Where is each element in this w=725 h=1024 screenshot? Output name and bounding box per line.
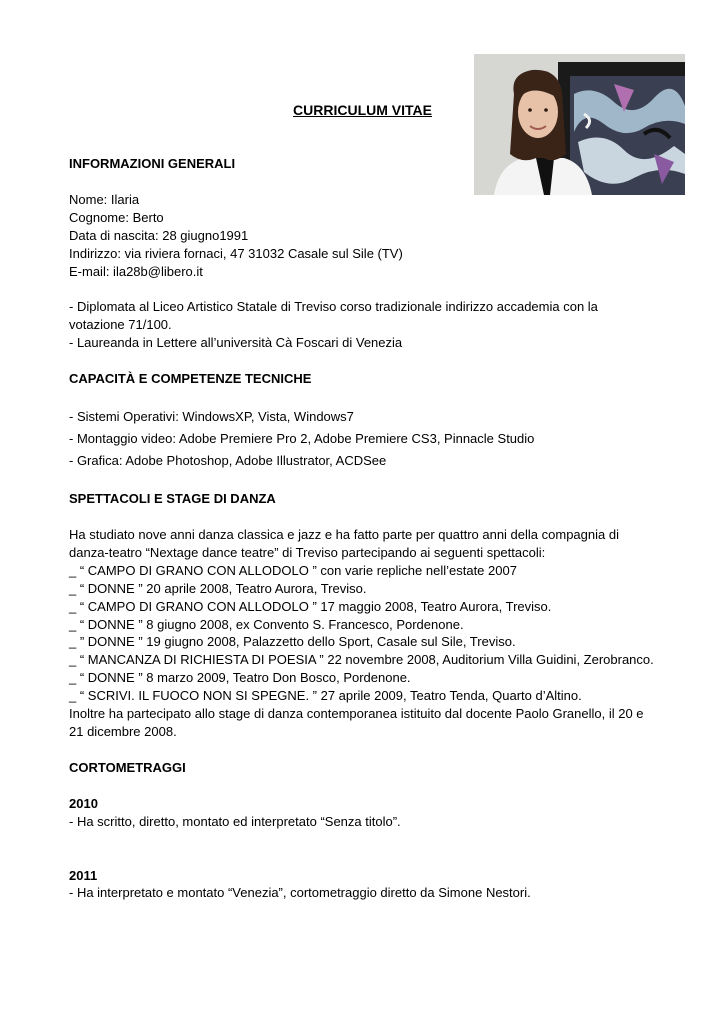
info-email: E-mail: ila28b@libero.it	[69, 263, 203, 279]
dance-stage: Inoltre ha partecipato allo stage di danza contemporanea istituito dal docente Paolo Granello, il 20 e 21 dicembre 2008.	[69, 706, 644, 739]
short-year: 2010	[69, 795, 98, 811]
show-item: _ “ MANCANZA DI RICHIESTA DI POESIA ” 22 novembre 2008, Auditorium Villa Guidini, Zerobranco.	[69, 652, 654, 668]
page-title: CURRICULUM VITAE	[293, 102, 432, 118]
section-heading-general: INFORMAZIONI GENERALI	[69, 156, 236, 171]
section-heading-dance: SPETTACOLI E STAGE DI DANZA	[69, 491, 276, 507]
short-description: - Ha scritto, diretto, montato ed interpretato “Senza titolo”.	[69, 813, 401, 829]
education-item: - Laureanda in Lettere all’università Cà Foscari di Venezia	[69, 335, 403, 351]
cv-content	[69, 155, 655, 902]
info-name: Nome: Ilaria	[69, 191, 140, 207]
education-item: - Diplomata al Liceo Artistico Statale di Treviso corso tradizionale indirizzo accademia con la votazione 71/100.	[69, 299, 598, 333]
skill-item: - Montaggio video: Adobe Premiere Pro 2, Adobe Premiere CS3, Pinnacle Studio	[69, 431, 535, 447]
show-item: _ “ CAMPO DI GRANO CON ALLODOLO ” con varie repliche nell’estate 2007	[69, 562, 517, 578]
skill-item: - Grafica: Adobe Photoshop, Adobe Illustrator, ACDSee	[69, 453, 387, 469]
short-description: - Ha interpretato e montato “Venezia”, cortometraggio diretto da Simone Nestori.	[69, 885, 531, 901]
short-year: 2011	[69, 867, 98, 883]
info-address: Indirizzo: via riviera fornaci, 47 31032 Casale sul Sile (TV)	[69, 245, 403, 261]
section-heading-skills: CAPACITÀ E COMPETENZE TECNICHE	[69, 371, 312, 387]
show-item: _ “ CAMPO DI GRANO CON ALLODOLO ” 17 maggio 2008, Teatro Aurora, Treviso.	[69, 598, 552, 614]
dance-intro: Ha studiato nove anni danza classica e jazz e ha fatto parte per quattro anni della compagnia di danza-teatro “Nextage dance teatre” di Treviso partecipando ai seguenti spettacoli:	[69, 526, 619, 560]
show-item: _ “ SCRIVI. IL FUOCO NON SI SPEGNE. ” 27 aprile 2009, Teatro Tenda, Quarto d’Altino.	[69, 688, 582, 704]
info-surname: Cognome: Berto	[69, 209, 164, 225]
show-item: _ “ DONNE ” 20 aprile 2008, Teatro Aurora, Treviso.	[69, 580, 367, 596]
show-item: _ ” DONNE ” 19 giugno 2008, Palazzetto dello Sport, Casale sul Sile, Treviso.	[69, 634, 516, 650]
skill-item: - Sistemi Operativi: WindowsXP, Vista, Windows7	[69, 409, 354, 425]
show-item: _ “ DONNE ” 8 giugno 2008, ex Convento S. Francesco, Pordenone.	[69, 616, 464, 632]
info-birthdate: Data di nascita: 28 giugno1991	[69, 227, 249, 243]
section-heading-shorts: CORTOMETRAGGI	[69, 759, 186, 775]
show-item: _ “ DONNE ” 8 marzo 2009, Teatro Don Bosco, Pordenone.	[69, 670, 411, 686]
